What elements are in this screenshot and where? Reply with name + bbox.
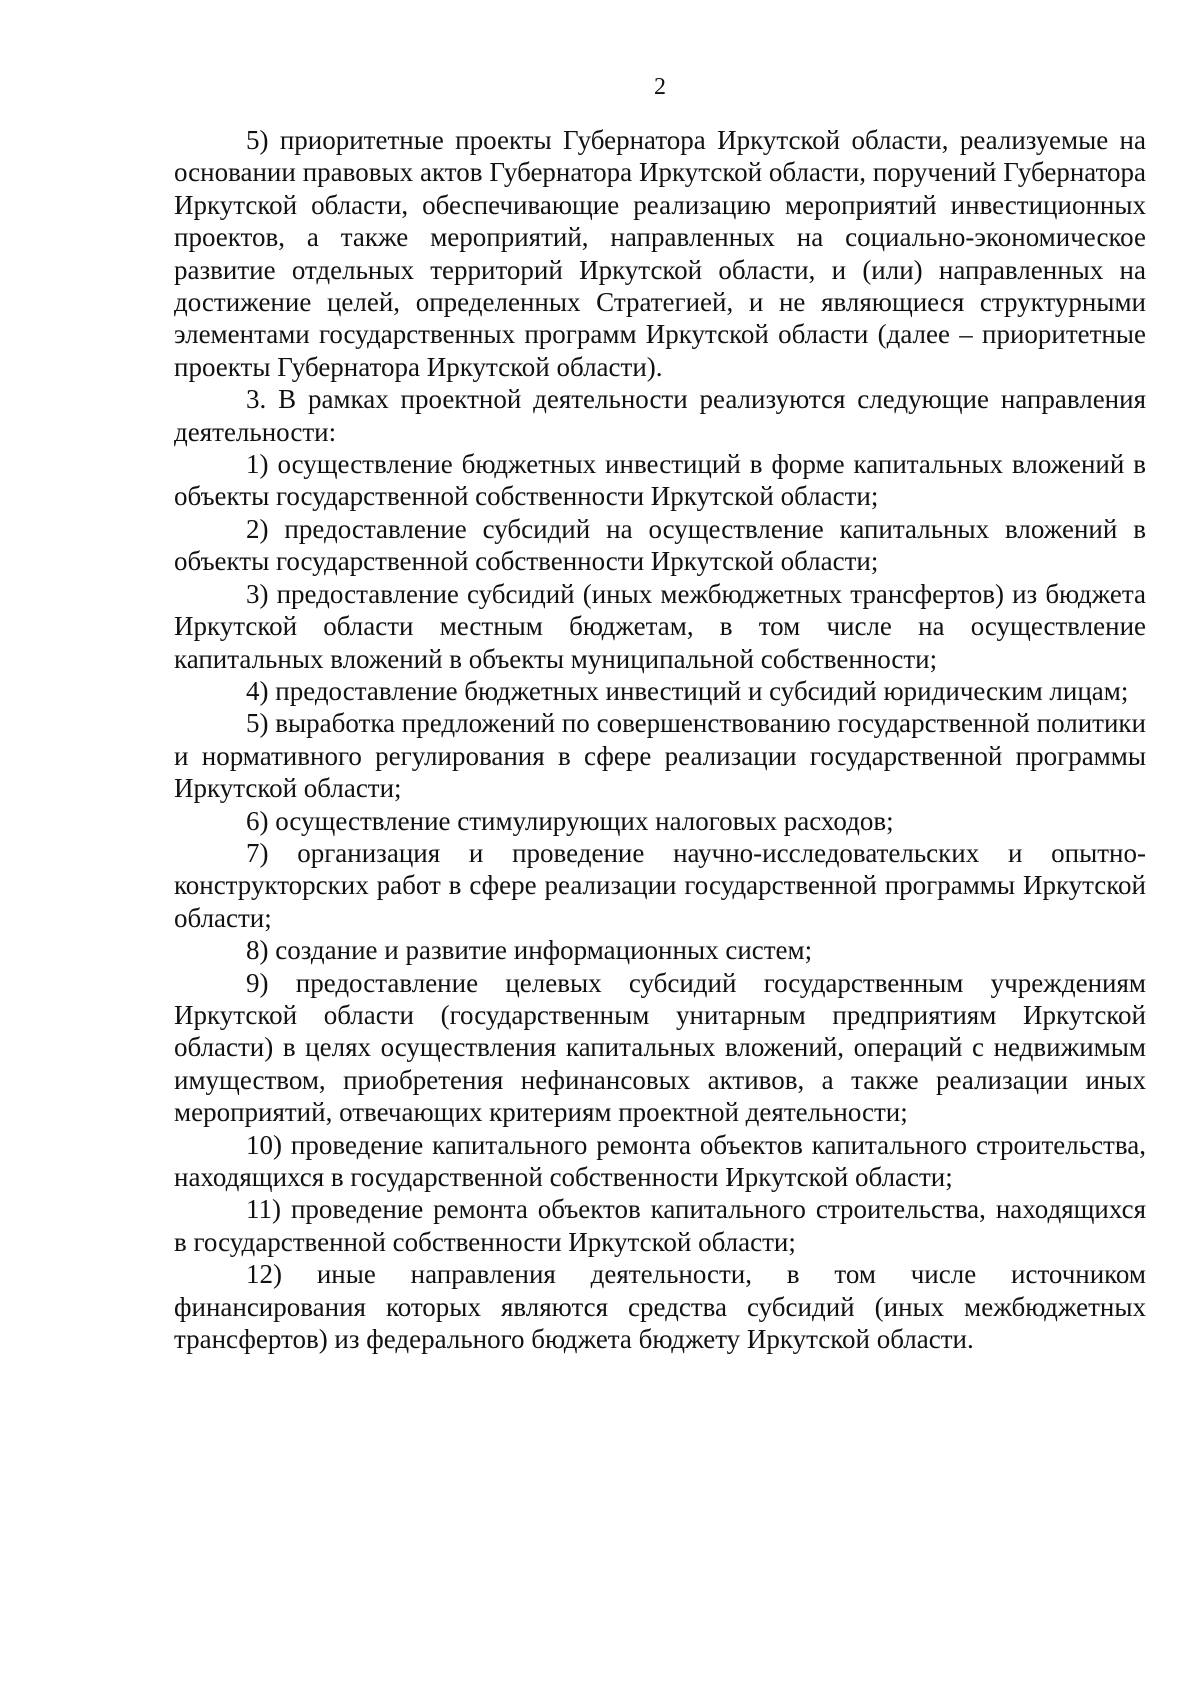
- page-number: 2: [654, 74, 666, 100]
- document-body: [174, 124, 1146, 1355]
- list-item-11: 11) проведение ремонта объектов капитального строительства, находящихся в государственной собственности Иркутской области;: [174, 1194, 1146, 1257]
- list-item-1: 1) осуществление бюджетных инвестиций в форме капитальных вложений в объекты государственной собственности Иркутской области;: [174, 449, 1146, 512]
- list-item-4: 4) предоставление бюджетных инвестиций и субсидий юридическим лицам;: [246, 675, 1129, 706]
- list-item-3: 3) предоставление субсидий (иных межбюджетных трансфертов) из бюджета Иркутской области местным бюджетам, в том числе на осуществление капитальных вложений в объекты муниципальной собственности;: [174, 578, 1146, 674]
- list-item-10: 10) проведение капитального ремонта объектов капитального строительства, находящихся в государственной собственности Иркутской области;: [174, 1129, 1146, 1192]
- paragraph-priority-projects: 5) приоритетные проекты Губернатора Иркутской области, реализуемые на основании правовых актов Губернатора Иркутской области, поручений Губернатора Иркутской области, обеспечивающие реализацию мероприятий инвестиционных проектов, а также мероприятий, направленных на социально-экономическое развитие отдельных территорий Иркутской области, и (или) направленных на достижение целей, определенных Стратегией, и не являющиеся структурными элементами государственных программ Иркутской области (далее – приоритетные проекты Губернатора Иркутской области).: [174, 125, 1146, 382]
- list-item-7: 7) организация и проведение научно-исследовательских и опытно-конструкторских работ в сфере реализации государственной программы Иркутской области;: [174, 837, 1146, 933]
- list-item-9: 9) предоставление целевых субсидий государственным учреждениям Иркутской области (государственным унитарным предприятиям Иркутской области) в целях осуществления капитальных вложений, операций с недвижимым имуществом, приобретения нефинансовых активов, а также реализации иных мероприятий, отвечающих критериям проектной деятельности;: [174, 967, 1146, 1128]
- list-item-12: 12) иные направления деятельности, в том числе источником финансирования которых являются средства субсидий (иных межбюджетных трансфертов) из федерального бюджета бюджету Иркутской области.: [174, 1259, 1146, 1355]
- paragraph-section-3-intro: 3. В рамках проектной деятельности реализуются следующие направления деятельности:: [174, 384, 1146, 447]
- list-item-2: 2) предоставление субсидий на осуществление капитальных вложений в объекты государственной собственности Иркутской области;: [174, 513, 1146, 577]
- list-item-5: 5) выработка предложений по совершенствованию государственной политики и нормативного регулирования в сфере реализации государственной программы Иркутской области;: [174, 708, 1146, 804]
- list-item-6: 6) осуществление стимулирующих налоговых расходов;: [246, 805, 894, 836]
- list-item-8: 8) создание и развитие информационных систем;: [246, 935, 813, 966]
